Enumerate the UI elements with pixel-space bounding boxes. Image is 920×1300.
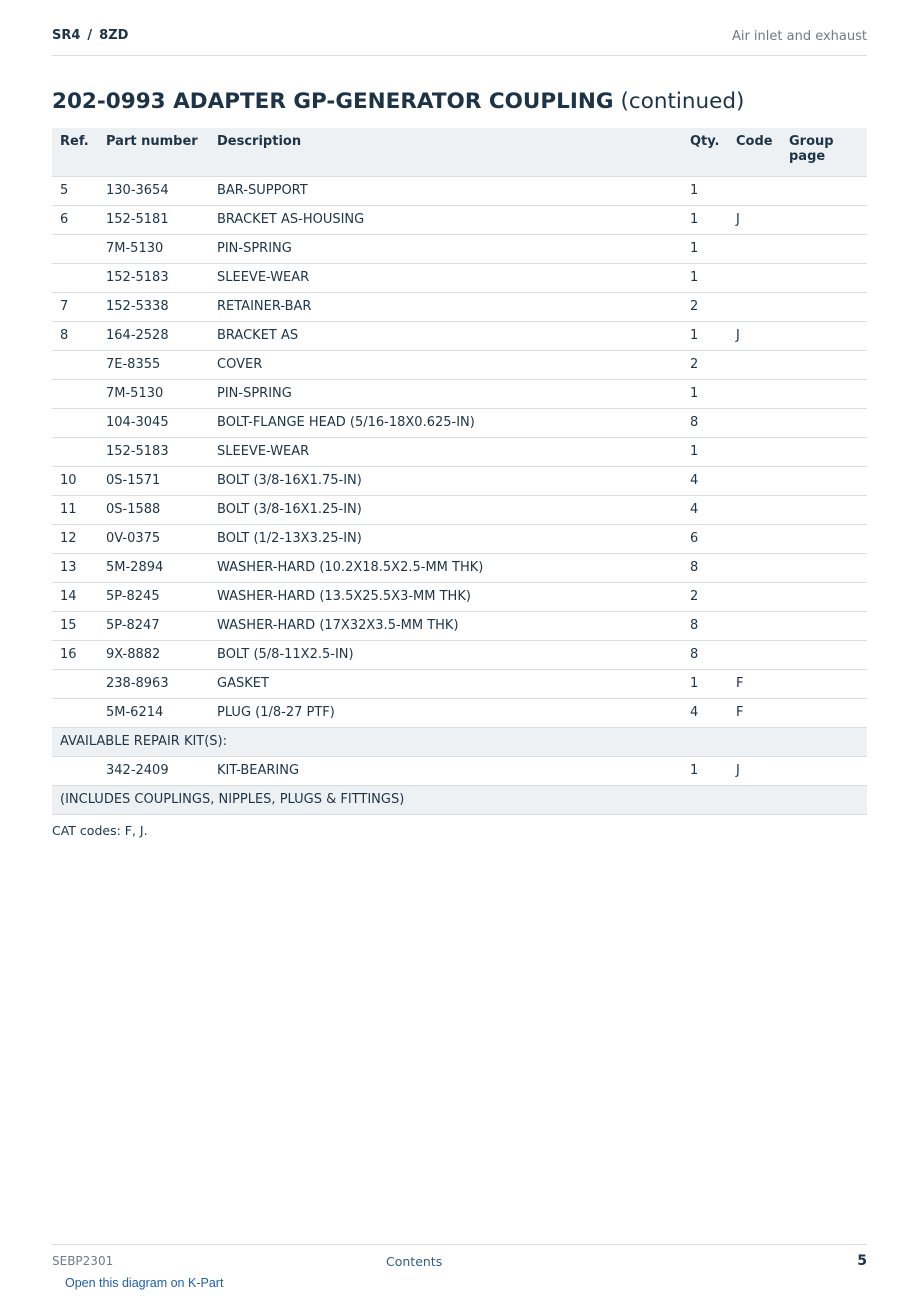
cell-code [728, 640, 781, 669]
cell-part-number: 164-2528 [98, 321, 209, 350]
cell-part-number: 0V-0375 [98, 524, 209, 553]
column-header-qty: Qty. [682, 128, 728, 176]
cell-qty: 2 [682, 582, 728, 611]
cell-code: J [728, 321, 781, 350]
cell-qty: 1 [682, 437, 728, 466]
table-row [52, 350, 867, 379]
cell-qty: 8 [682, 553, 728, 582]
cell-group-page [781, 553, 867, 582]
cell-group-page [781, 263, 867, 292]
cell-group-page [781, 495, 867, 524]
cell-qty: 2 [682, 350, 728, 379]
table-row [52, 524, 867, 553]
cell-part-number: 7M-5130 [98, 379, 209, 408]
contents-link[interactable]: Contents [386, 1254, 443, 1269]
title-suffix: (continued) [620, 89, 745, 114]
cell-code [728, 611, 781, 640]
table-row [52, 437, 867, 466]
cell-ref: 16 [52, 640, 98, 669]
cell-ref: 13 [52, 553, 98, 582]
cell-group-page [781, 292, 867, 321]
cell-code [728, 379, 781, 408]
cell-description: BOLT (3/8-16X1.75-IN) [209, 466, 682, 495]
cell-part-number: 130-3654 [98, 176, 209, 205]
cell-description: GASKET [209, 669, 682, 698]
cell-code [728, 292, 781, 321]
table-row [52, 234, 867, 263]
cell-code [728, 408, 781, 437]
cell-qty: 1 [682, 263, 728, 292]
column-header-code: Code [728, 128, 781, 176]
column-header-part-number: Part number [98, 128, 209, 176]
cell-ref: 6 [52, 205, 98, 234]
breadcrumb-prefix: 8ZD [99, 28, 129, 43]
table-row [52, 205, 867, 234]
cell-part-number: 152-5338 [98, 292, 209, 321]
cell-ref [52, 669, 98, 698]
cell-code [728, 176, 781, 205]
table-row [52, 176, 867, 205]
cell-qty: 4 [682, 495, 728, 524]
cell-group-page [781, 524, 867, 553]
table-header-row [52, 128, 867, 176]
repair-kit-header: AVAILABLE REPAIR KIT(S): [52, 727, 867, 756]
title-main: 202-0993 ADAPTER GP-GENERATOR COUPLING [52, 89, 614, 114]
cell-part-number: 152-5183 [98, 263, 209, 292]
cell-qty: 8 [682, 408, 728, 437]
cell-ref: 10 [52, 466, 98, 495]
table-row [52, 408, 867, 437]
cell-description: BOLT (1/2-13X3.25-IN) [209, 524, 682, 553]
cell-ref [52, 350, 98, 379]
breadcrumb [52, 28, 128, 43]
cell-group-page [781, 379, 867, 408]
cell-group-page [781, 437, 867, 466]
repair-kit-header-row [52, 727, 867, 756]
cell-part-number: 5M-6214 [98, 698, 209, 727]
cell-code [728, 263, 781, 292]
cell-qty: 1 [682, 756, 728, 785]
column-header-description: Description [209, 128, 682, 176]
cell-ref [52, 437, 98, 466]
page-footer [52, 1244, 867, 1275]
table-row [52, 263, 867, 292]
cell-group-page [781, 408, 867, 437]
cell-description: SLEEVE-WEAR [209, 263, 682, 292]
cell-qty: 1 [682, 321, 728, 350]
cell-part-number: 5M-2894 [98, 553, 209, 582]
cell-part-number: 152-5183 [98, 437, 209, 466]
cell-qty: 1 [682, 669, 728, 698]
cell-qty: 4 [682, 698, 728, 727]
cell-part-number: 5P-8245 [98, 582, 209, 611]
cell-group-page [781, 321, 867, 350]
cell-qty: 1 [682, 176, 728, 205]
cell-code [728, 437, 781, 466]
cell-group-page [781, 756, 867, 785]
cell-description: WASHER-HARD (13.5X25.5X3-MM THK) [209, 582, 682, 611]
cell-code [728, 582, 781, 611]
cell-ref: 14 [52, 582, 98, 611]
cell-qty: 1 [682, 234, 728, 263]
repair-kit-note-row [52, 785, 867, 814]
table-row [52, 553, 867, 582]
kpart-diagram-link[interactable]: Open this diagram on K-Part [65, 1276, 224, 1290]
table-row [52, 756, 867, 785]
page-number: 5 [857, 1253, 867, 1269]
column-header-group-page: Group page [781, 128, 867, 176]
section-name: Air inlet and exhaust [731, 29, 867, 44]
cell-description: WASHER-HARD (10.2X18.5X2.5-MM THK) [209, 553, 682, 582]
cell-ref [52, 408, 98, 437]
cell-code: J [728, 756, 781, 785]
cell-qty: 4 [682, 466, 728, 495]
cell-qty: 8 [682, 640, 728, 669]
cell-qty: 1 [682, 379, 728, 408]
document-id: SEBP2301 [52, 1254, 114, 1268]
table-row [52, 379, 867, 408]
cell-code [728, 524, 781, 553]
cell-ref [52, 263, 98, 292]
cell-description: BRACKET AS-HOUSING [209, 205, 682, 234]
cell-part-number: 0S-1588 [98, 495, 209, 524]
cell-part-number: 5P-8247 [98, 611, 209, 640]
cell-group-page [781, 205, 867, 234]
cell-group-page [781, 698, 867, 727]
cell-part-number: 342-2409 [98, 756, 209, 785]
cell-description: RETAINER-BAR [209, 292, 682, 321]
cell-part-number: 0S-1571 [98, 466, 209, 495]
cell-description: BOLT (5/8-11X2.5-IN) [209, 640, 682, 669]
cell-code [728, 495, 781, 524]
cell-code [728, 553, 781, 582]
cell-group-page [781, 234, 867, 263]
cell-group-page [781, 350, 867, 379]
cell-qty: 2 [682, 292, 728, 321]
page-header [52, 28, 867, 56]
cell-part-number: 7E-8355 [98, 350, 209, 379]
cell-ref: 5 [52, 176, 98, 205]
table-row [52, 495, 867, 524]
cell-ref [52, 234, 98, 263]
cell-code [728, 466, 781, 495]
cell-ref: 11 [52, 495, 98, 524]
cell-description: PIN-SPRING [209, 379, 682, 408]
cell-description: SLEEVE-WEAR [209, 437, 682, 466]
cell-part-number: 238-8963 [98, 669, 209, 698]
table-row [52, 611, 867, 640]
table-row [52, 321, 867, 350]
repair-kit-note: (INCLUDES COUPLINGS, NIPPLES, PLUGS & FITTINGS) [52, 785, 867, 814]
cell-group-page [781, 669, 867, 698]
cell-description: PLUG (1/8-27 PTF) [209, 698, 682, 727]
cell-description: COVER [209, 350, 682, 379]
cell-ref: 15 [52, 611, 98, 640]
cell-code: F [728, 698, 781, 727]
cell-description: WASHER-HARD (17X32X3.5-MM THK) [209, 611, 682, 640]
cell-part-number: 104-3045 [98, 408, 209, 437]
cell-qty: 6 [682, 524, 728, 553]
cell-group-page [781, 582, 867, 611]
cell-code [728, 234, 781, 263]
cell-code: F [728, 669, 781, 698]
cell-ref: 12 [52, 524, 98, 553]
cell-description: BOLT-FLANGE HEAD (5/16-18X0.625-IN) [209, 408, 682, 437]
cell-part-number: 9X-8882 [98, 640, 209, 669]
cell-group-page [781, 640, 867, 669]
table-row [52, 292, 867, 321]
cell-description: BOLT (3/8-16X1.25-IN) [209, 495, 682, 524]
table-row [52, 582, 867, 611]
table-row [52, 669, 867, 698]
cell-qty: 8 [682, 611, 728, 640]
cell-description: PIN-SPRING [209, 234, 682, 263]
parts-table [52, 128, 867, 815]
cell-qty: 1 [682, 205, 728, 234]
table-row [52, 698, 867, 727]
breadcrumb-model: SR4 [52, 28, 81, 43]
page-title [52, 89, 744, 114]
cell-code: J [728, 205, 781, 234]
parts-table-body [52, 176, 867, 814]
cell-description: KIT-BEARING [209, 756, 682, 785]
table-row [52, 640, 867, 669]
column-header-ref: Ref. [52, 128, 98, 176]
cell-ref [52, 756, 98, 785]
cell-description: BAR-SUPPORT [209, 176, 682, 205]
cell-group-page [781, 176, 867, 205]
cell-group-page [781, 466, 867, 495]
cell-ref: 8 [52, 321, 98, 350]
cell-part-number: 7M-5130 [98, 234, 209, 263]
cell-description: BRACKET AS [209, 321, 682, 350]
cell-ref: 7 [52, 292, 98, 321]
breadcrumb-separator: / [87, 28, 93, 43]
cat-codes: CAT codes: F, J. [52, 823, 148, 838]
cell-code [728, 350, 781, 379]
cell-ref [52, 379, 98, 408]
cell-group-page [781, 611, 867, 640]
table-row [52, 466, 867, 495]
cell-part-number: 152-5181 [98, 205, 209, 234]
cell-ref [52, 698, 98, 727]
